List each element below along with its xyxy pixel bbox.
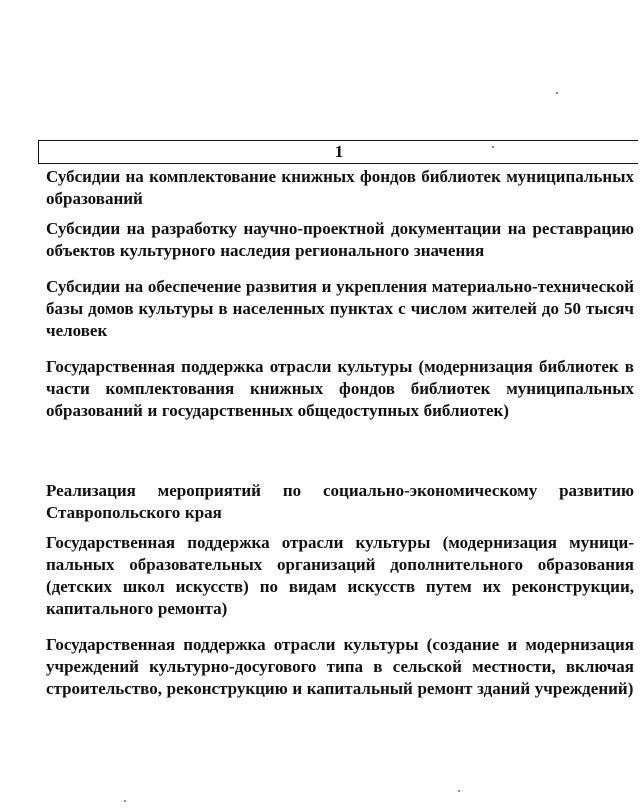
table-row: Государственная поддержка отрасли культуры (создание и модернизация учреждений культурно-досугового типа в сельской местности, включая строительство, реконструкцию и капитальный ремонт зданий учреждений) [46, 635, 634, 698]
scan-speck [492, 146, 494, 148]
table-body [46, 166, 634, 700]
table-row: Реализация мероприятий по социально-экономическому развитию Ставропольского края [46, 481, 634, 522]
table-row: Государственная поддержка отрасли культуры (модернизация муниципальных образовательных организаций дополнительного образования (детских школ искусств) по видам искусств путем их реконструкции, капитального ремонта) [46, 533, 634, 618]
scan-speck [556, 92, 558, 94]
table-row: Субсидии на обеспечение развития и укрепления материально-технической базы домов культуры в населенных пунктах с числом жителей до 50 тысяч человек [46, 277, 634, 340]
table-row: Государственная поддержка отрасли культуры (модернизация библиотек в части комплектования книжных фондов библиотек муниципальных образований и государственных общедоступных библиотек) [46, 357, 634, 420]
scan-speck [124, 800, 126, 802]
table-row: Субсидии на разработку научно-проектной документации на реставрацию объектов культурного наследия регионального значения [46, 219, 634, 260]
table-row: Субсидии на комплектование книжных фондов библиотек муниципальных образований [46, 167, 634, 208]
column-number: 1 [334, 142, 344, 161]
table-header [38, 140, 638, 164]
scan-speck [458, 790, 460, 792]
